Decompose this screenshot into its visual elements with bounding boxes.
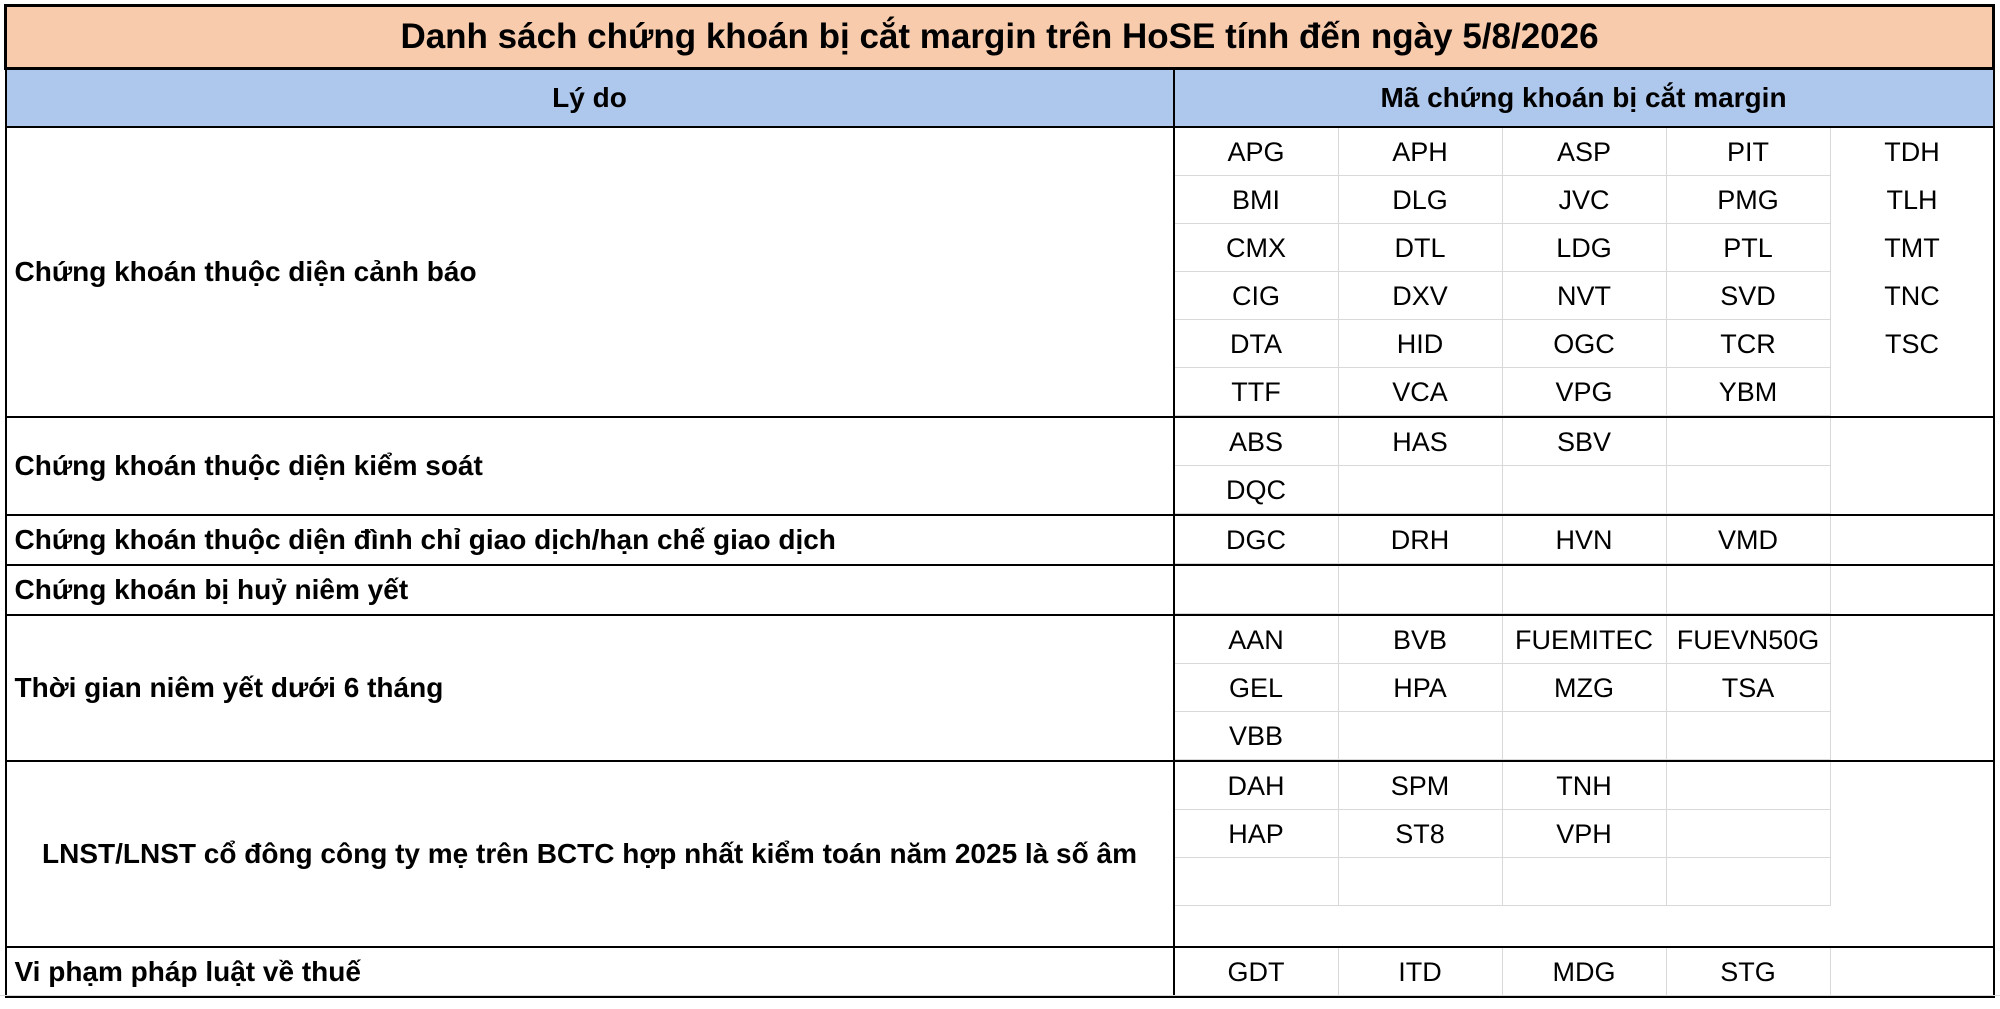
codes-negative-profit bbox=[1174, 761, 1994, 947]
stock-code: SVD bbox=[1667, 272, 1831, 320]
stock-code: DLG bbox=[1339, 176, 1503, 224]
header-codes: Mã chứng khoán bị cắt margin bbox=[1174, 69, 1994, 128]
stock-code: TNC bbox=[1884, 281, 1940, 311]
empty-cell bbox=[1831, 466, 1995, 514]
stock-code: TCR bbox=[1667, 320, 1831, 368]
empty-cell bbox=[1339, 566, 1503, 614]
stock-code: AAN bbox=[1175, 616, 1339, 664]
empty-cell bbox=[1667, 466, 1831, 514]
codes-grid bbox=[1175, 616, 1993, 760]
table-row bbox=[6, 515, 1994, 565]
stock-code: BMI bbox=[1175, 176, 1339, 224]
table-row bbox=[6, 615, 1994, 761]
codes-grid bbox=[1175, 516, 1993, 564]
stock-code: DQC bbox=[1175, 466, 1339, 514]
stock-code: ST8 bbox=[1339, 810, 1503, 858]
stock-code: CMX bbox=[1175, 224, 1339, 272]
codes-warning bbox=[1174, 127, 1994, 417]
stock-code: TSC bbox=[1885, 329, 1939, 359]
stock-code: PTL bbox=[1667, 224, 1831, 272]
stock-code: VCA bbox=[1339, 368, 1503, 416]
reason-new-listing: Thời gian niêm yết dưới 6 tháng bbox=[6, 615, 1174, 761]
empty-cell bbox=[1831, 566, 1995, 614]
stock-code: HAP bbox=[1175, 810, 1339, 858]
gridline bbox=[0, 995, 2000, 996]
stock-code: HVN bbox=[1503, 516, 1667, 564]
empty-cell bbox=[1667, 810, 1831, 858]
table-title: Danh sách chứng khoán bị cắt margin trên HoSE tính đến ngày 5/8/2026 bbox=[6, 6, 1994, 69]
empty-cell bbox=[1667, 418, 1831, 466]
stock-code: VPG bbox=[1503, 368, 1667, 416]
stock-code: APH bbox=[1339, 128, 1503, 176]
stock-code: TDH bbox=[1884, 137, 1940, 167]
table-row bbox=[6, 127, 1994, 417]
table-row bbox=[6, 417, 1994, 515]
empty-cell bbox=[1667, 566, 1831, 614]
codes-controlled bbox=[1174, 417, 1994, 515]
stock-code: TLH bbox=[1886, 185, 1938, 215]
empty-cell bbox=[1831, 858, 1995, 906]
stock-code: TMT bbox=[1884, 233, 1940, 263]
empty-cell bbox=[1831, 810, 1995, 858]
reason-delisted: Chứng khoán bị huỷ niêm yết bbox=[6, 565, 1174, 615]
empty-cell bbox=[1831, 516, 1995, 564]
stock-code: GDT bbox=[1175, 948, 1339, 996]
codes-grid bbox=[1175, 566, 1993, 614]
stock-code: MZG bbox=[1503, 664, 1667, 712]
stock-code: FUEMITEC bbox=[1503, 616, 1667, 664]
reason-warning: Chứng khoán thuộc diện cảnh báo bbox=[6, 127, 1174, 417]
reason-controlled: Chứng khoán thuộc diện kiểm soát bbox=[6, 417, 1174, 515]
stock-code: PIT bbox=[1667, 128, 1831, 176]
stock-code: ASP bbox=[1503, 128, 1667, 176]
table-row bbox=[6, 947, 1994, 997]
stock-code: HID bbox=[1339, 320, 1503, 368]
empty-cell bbox=[1831, 368, 1995, 416]
codes-suspended bbox=[1174, 515, 1994, 565]
stock-code: TSA bbox=[1667, 664, 1831, 712]
stock-code: DAH bbox=[1175, 762, 1339, 810]
empty-cell bbox=[1831, 762, 1995, 810]
empty-cell bbox=[1503, 712, 1667, 760]
stock-code: TTF bbox=[1175, 368, 1339, 416]
stock-code: DXV bbox=[1339, 272, 1503, 320]
empty-cell bbox=[1339, 858, 1503, 906]
stock-code: PMG bbox=[1667, 176, 1831, 224]
stock-code: DTA bbox=[1175, 320, 1339, 368]
stock-code: ITD bbox=[1339, 948, 1503, 996]
stock-code: DGC bbox=[1175, 516, 1339, 564]
stock-code: SBV bbox=[1503, 418, 1667, 466]
stock-code: BVB bbox=[1339, 616, 1503, 664]
stock-code: HAS bbox=[1339, 418, 1503, 466]
codes-delisted bbox=[1174, 565, 1994, 615]
stock-code: MDG bbox=[1503, 948, 1667, 996]
reason-tax-violation: Vi phạm pháp luật về thuế bbox=[6, 947, 1174, 997]
stock-code: YBM bbox=[1667, 368, 1831, 416]
stock-code: TNH bbox=[1503, 762, 1667, 810]
stock-code: CIG bbox=[1175, 272, 1339, 320]
reason-suspended: Chứng khoán thuộc diện đình chỉ giao dịch/hạn chế giao dịch bbox=[6, 515, 1174, 565]
stock-code: VPH bbox=[1503, 810, 1667, 858]
stock-code: GEL bbox=[1175, 664, 1339, 712]
codes-tax-violation bbox=[1174, 947, 1994, 997]
stock-code: HPA bbox=[1339, 664, 1503, 712]
empty-cell bbox=[1503, 566, 1667, 614]
stock-code: LDG bbox=[1503, 224, 1667, 272]
empty-cell bbox=[1831, 664, 1995, 712]
empty-cell bbox=[1175, 858, 1339, 906]
empty-cell bbox=[1667, 712, 1831, 760]
codes-new-listing bbox=[1174, 615, 1994, 761]
empty-cell bbox=[1831, 616, 1995, 664]
stock-code: APG bbox=[1175, 128, 1339, 176]
codes-grid bbox=[1175, 948, 1993, 996]
empty-cell bbox=[1667, 762, 1831, 810]
stock-code: OGC bbox=[1503, 320, 1667, 368]
empty-cell bbox=[1831, 948, 1995, 996]
codes-grid bbox=[1175, 418, 1993, 514]
spreadsheet bbox=[4, 4, 1992, 998]
stock-code: STG bbox=[1667, 948, 1831, 996]
codes-grid bbox=[1175, 762, 1993, 906]
stock-code: SPM bbox=[1339, 762, 1503, 810]
table-row bbox=[6, 761, 1994, 947]
empty-cell bbox=[1503, 858, 1667, 906]
empty-cell bbox=[1339, 712, 1503, 760]
empty-cell bbox=[1831, 418, 1995, 466]
stock-code: FUEVN50G bbox=[1667, 616, 1831, 664]
stock-code: VMD bbox=[1667, 516, 1831, 564]
empty-cell bbox=[1831, 712, 1995, 760]
stock-code: NVT bbox=[1503, 272, 1667, 320]
margin-cut-table bbox=[4, 4, 1995, 998]
reason-negative-profit: LNST/LNST cổ đông công ty mẹ trên BCTC hợp nhất kiểm toán năm 2025 là số âm bbox=[6, 761, 1174, 947]
header-reason: Lý do bbox=[6, 69, 1174, 128]
stock-code: DTL bbox=[1339, 224, 1503, 272]
stock-code: VBB bbox=[1175, 712, 1339, 760]
empty-cell bbox=[1667, 858, 1831, 906]
stock-code: ABS bbox=[1175, 418, 1339, 466]
table-row bbox=[6, 565, 1994, 615]
empty-cell bbox=[1175, 566, 1339, 614]
empty-cell bbox=[1339, 466, 1503, 514]
stock-code: JVC bbox=[1503, 176, 1667, 224]
codes-grid bbox=[1175, 128, 1993, 416]
stock-code: DRH bbox=[1339, 516, 1503, 564]
empty-cell bbox=[1503, 466, 1667, 514]
